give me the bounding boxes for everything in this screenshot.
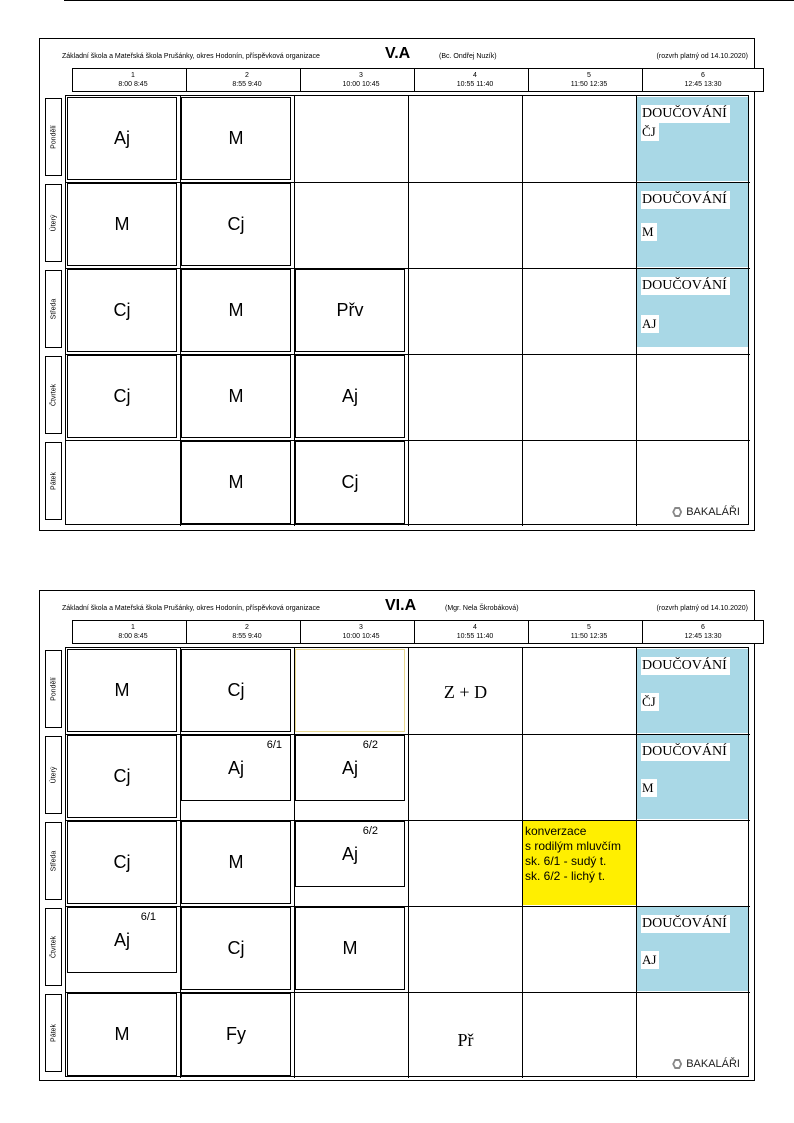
- conversation-line: sk. 6/1 - sudý t.: [525, 854, 607, 868]
- tutoring-label: DOUČOVÁNÍ: [641, 657, 730, 675]
- tutoring-subject: AJ: [641, 315, 659, 333]
- lesson-grid: [65, 647, 749, 1077]
- tutoring-subject: M: [641, 223, 657, 241]
- lesson-cell: M: [295, 907, 405, 990]
- lesson-cell: Cj: [295, 441, 405, 524]
- group-label: 6/1: [266, 739, 282, 751]
- tutoring-subject: ČJ: [641, 123, 659, 141]
- period-header-row: [40, 620, 756, 644]
- period-4: 4 10:55 11:40: [414, 620, 536, 644]
- lesson-cell: M: [67, 183, 177, 266]
- period-2: 2 8:55 9:40: [186, 620, 308, 644]
- lesson-cell: Př: [457, 1029, 474, 1050]
- lesson-cell: 6/1 Aj: [181, 735, 291, 801]
- day-label: Pondělí: [45, 650, 62, 728]
- day-label: Čtvrtek: [45, 356, 62, 434]
- lesson-cell: Fy: [181, 993, 291, 1076]
- lesson-cell: Cj: [181, 907, 291, 990]
- day-label: Úterý: [45, 184, 62, 262]
- lesson-cell: 6/1 Aj: [67, 907, 177, 973]
- lesson-cell: M: [181, 821, 291, 904]
- brand-logo: BAKALÁŘI: [672, 506, 740, 518]
- tutoring-cell: [637, 649, 748, 733]
- lesson-cell: M: [67, 993, 177, 1076]
- lesson-cell: M: [181, 355, 291, 438]
- tutoring-subject: AJ: [641, 951, 659, 969]
- lesson-cell: M: [181, 97, 291, 180]
- lesson-cell: Cj: [67, 355, 177, 438]
- period-1: 1 8:00 8:45: [72, 620, 194, 644]
- lesson-cell: 6/2 Aj: [295, 735, 405, 801]
- brand-logo: BAKALÁŘI: [672, 1058, 740, 1070]
- conversation-line: sk. 6/2 - lichý t.: [525, 869, 606, 883]
- tutoring-label: DOUČOVÁNÍ: [641, 277, 730, 295]
- day-label: Úterý: [45, 736, 62, 814]
- day-label: Pátek: [45, 994, 62, 1072]
- tutoring-subject: M: [641, 779, 657, 797]
- tutoring-cell: [637, 183, 748, 267]
- period-header-row: [40, 68, 756, 92]
- grid-line: [522, 96, 523, 526]
- tutoring-subject: ČJ: [641, 693, 659, 711]
- day-label: Středa: [45, 822, 62, 900]
- tutoring-cell: [637, 269, 748, 347]
- timetable-va: [39, 38, 755, 531]
- lesson-cell: Cj: [181, 649, 291, 732]
- lesson-cell: Cj: [181, 183, 291, 266]
- tutoring-label: DOUČOVÁNÍ: [641, 915, 730, 933]
- conversation-line: konverzace: [525, 824, 587, 838]
- class-title: V.A: [385, 45, 411, 62]
- valid-from: (rozvrh platný od 14.10.2020): [656, 605, 748, 612]
- lesson-cell: M: [181, 269, 291, 352]
- lesson-cell: Aj: [67, 97, 177, 180]
- lesson-cell: Cj: [67, 735, 177, 818]
- timetable-via: [39, 590, 755, 1081]
- period-5: 5 11:50 12:35: [528, 620, 650, 644]
- lesson-cell: 6/2 Aj: [295, 821, 405, 887]
- hexagon-icon: [672, 507, 682, 517]
- lesson-cell: [295, 649, 405, 732]
- period-6: 6 12:45 13:30: [642, 68, 764, 92]
- period-3: 3 10:00 10:45: [300, 620, 422, 644]
- day-label: Pátek: [45, 442, 62, 520]
- day-label: Středa: [45, 270, 62, 348]
- lesson-cell: Cj: [67, 821, 177, 904]
- conversation-cell: [523, 821, 636, 905]
- tutoring-label: DOUČOVÁNÍ: [641, 743, 730, 761]
- lesson-cell: M: [181, 441, 291, 524]
- lesson-cell: Cj: [67, 269, 177, 352]
- lesson-cell: Aj: [295, 355, 405, 438]
- period-5: 5 11:50 12:35: [528, 68, 650, 92]
- timetable-header: [40, 45, 754, 65]
- period-6: 6 12:45 13:30: [642, 620, 764, 644]
- grid-line: [408, 96, 409, 526]
- grid-line: [66, 440, 750, 441]
- period-3: 3 10:00 10:45: [300, 68, 422, 92]
- school-name: Základní škola a Mateřská škola Prušánky, okres Hodonín, příspěvková organizace: [62, 605, 320, 612]
- class-teacher: (Bc. Ondřej Nuzík): [439, 53, 497, 60]
- timetable-header: [40, 597, 754, 617]
- hexagon-icon: [672, 1059, 682, 1069]
- period-1: 1 8:00 8:45: [72, 68, 194, 92]
- class-teacher: (Mgr. Nela Škrobáková): [445, 605, 519, 612]
- period-2: 2 8:55 9:40: [186, 68, 308, 92]
- group-label: 6/2: [362, 825, 378, 837]
- school-name: Základní škola a Mateřská škola Prušánky, okres Hodonín, příspěvková organizace: [62, 53, 320, 60]
- class-title: VI.A: [385, 597, 417, 614]
- conversation-line: s rodilým mluvčím: [525, 839, 622, 853]
- group-label: 6/1: [140, 911, 156, 923]
- lesson-cell: Přv: [295, 269, 405, 352]
- top-border-line: [64, 0, 794, 1]
- lesson-cell: M: [67, 649, 177, 732]
- group-label: 6/2: [362, 739, 378, 751]
- tutoring-label: DOUČOVÁNÍ: [641, 105, 730, 123]
- lesson-cell: Z + D: [443, 681, 488, 702]
- tutoring-label: DOUČOVÁNÍ: [641, 191, 730, 209]
- day-label: Pondělí: [45, 98, 62, 176]
- tutoring-cell: [637, 735, 748, 819]
- period-4: 4 10:55 11:40: [414, 68, 536, 92]
- tutoring-cell: [637, 97, 748, 181]
- tutoring-cell: [637, 907, 748, 991]
- lesson-grid: [65, 95, 749, 525]
- valid-from: (rozvrh platný od 14.10.2020): [656, 53, 748, 60]
- day-label: Čtvrtek: [45, 908, 62, 986]
